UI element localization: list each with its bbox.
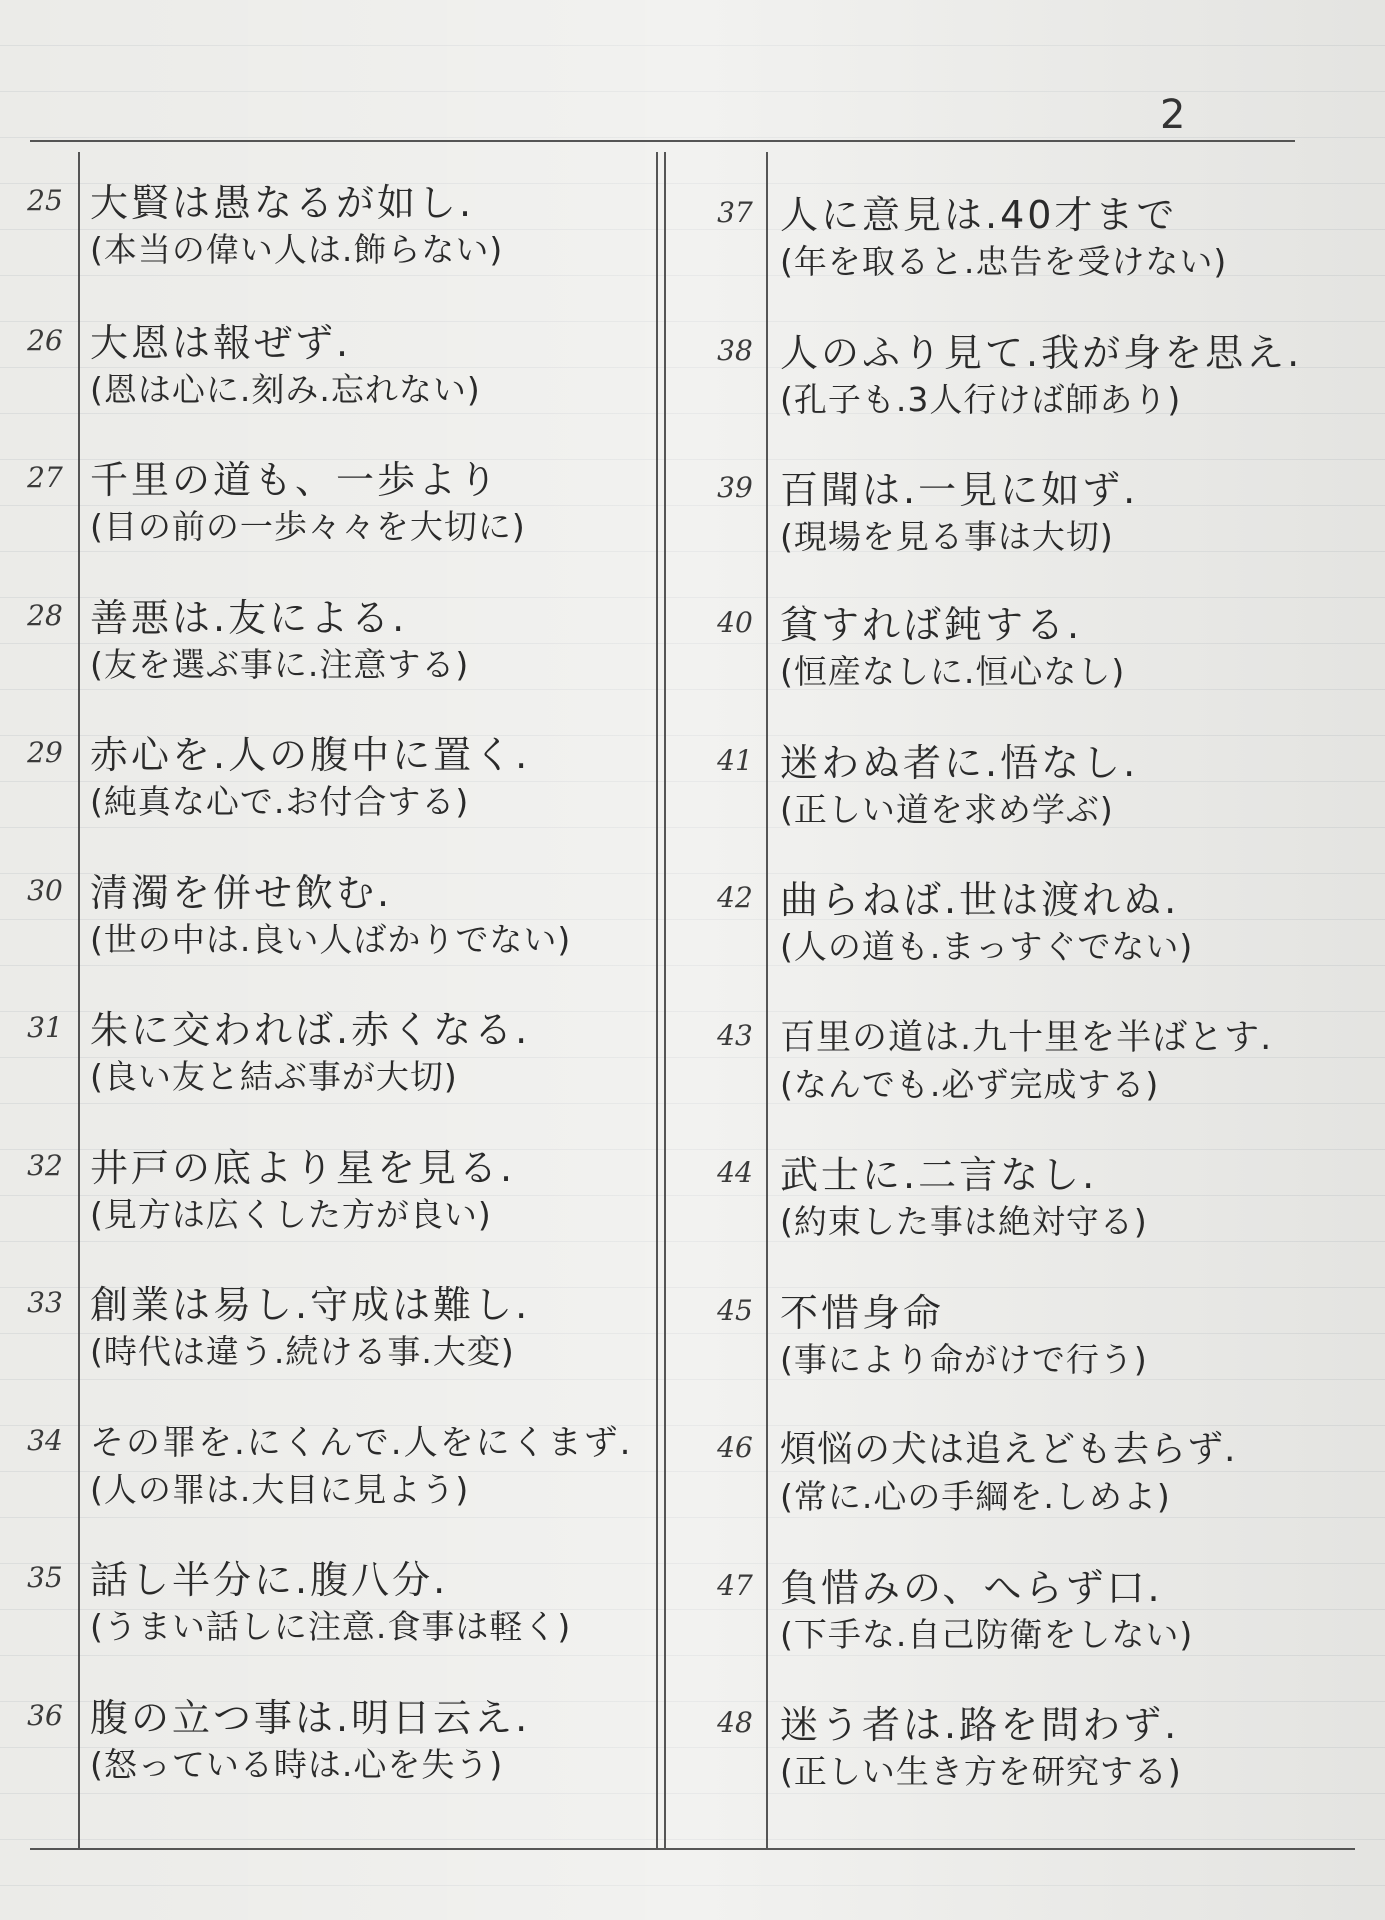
proverb: 煩悩の犬は追えども去らず.	[780, 1429, 1237, 1470]
center-rule-right	[664, 152, 666, 1848]
meaning: (正しい生き方を研究する)	[780, 1752, 1182, 1791]
entry-number: 47	[717, 1569, 753, 1602]
meaning: (怒っている時は.心を失う)	[90, 1745, 504, 1784]
entry-number: 48	[717, 1706, 753, 1739]
proverb: 千里の道も、一歩より	[90, 458, 501, 502]
meaning: (年を取ると.忠告を受けない)	[780, 242, 1228, 281]
entry-number: 36	[27, 1699, 63, 1732]
entry-number: 31	[27, 1011, 63, 1044]
meaning: (約束した事は絶対守る)	[780, 1202, 1148, 1241]
meaning: (恩は心に.刻み.忘れない)	[90, 370, 481, 409]
proverb: 百聞は.一見に如ず.	[780, 468, 1139, 512]
proverb: 人のふり見て.我が身を思え.	[780, 331, 1303, 375]
meaning: (恒産なしに.恒心なし)	[780, 652, 1126, 691]
proverb: 腹の立つ事は.明日云え.	[90, 1696, 531, 1740]
meaning: (人の道も.まっすぐでない)	[780, 927, 1194, 966]
meaning: (下手な.自己防衛をしない)	[780, 1615, 1194, 1654]
proverb: 大恩は報ぜず.	[90, 321, 352, 365]
proverb: 迷う者は.路を問わず.	[780, 1703, 1180, 1747]
left-margin-rule	[78, 152, 80, 1848]
meaning: (良い友と結ぶ事が大切)	[90, 1057, 458, 1096]
proverb: 赤心を.人の腹中に置く.	[90, 733, 531, 777]
proverb: 善悪は.友による.	[90, 596, 408, 640]
entry-number: 43	[717, 1019, 753, 1052]
entry-number: 26	[27, 324, 63, 357]
bottom-rule	[30, 1848, 1355, 1850]
entry-number: 35	[27, 1561, 63, 1594]
entry-number: 33	[27, 1286, 63, 1319]
meaning: (孔子も.3人行けば師あり)	[780, 380, 1182, 419]
proverb: 井戸の底より星を見る.	[90, 1146, 516, 1190]
entry-number: 32	[27, 1149, 63, 1182]
proverb: その罪を.にくんで.人をにくまず.	[90, 1423, 633, 1463]
entry-number: 28	[27, 599, 63, 632]
meaning: (人の罪は.大目に見よう)	[90, 1470, 470, 1509]
entry-number: 40	[717, 606, 753, 639]
meaning: (常に.心の手綱を.しめよ)	[780, 1477, 1171, 1516]
meaning: (世の中は.良い人ばかりでない)	[90, 920, 572, 959]
entry-number: 39	[717, 471, 753, 504]
entry-number: 29	[27, 736, 63, 769]
right-number-rule	[766, 152, 768, 1848]
entry-number: 34	[27, 1424, 63, 1457]
meaning: (純真な心で.お付合する)	[90, 782, 470, 821]
proverb: 曲らねば.世は渡れぬ.	[780, 878, 1180, 922]
meaning: (なんでも.必ず完成する)	[780, 1065, 1160, 1104]
meaning: (友を選ぶ事に.注意する)	[90, 645, 470, 684]
proverb: 不惜身命	[780, 1291, 945, 1335]
proverb: 話し半分に.腹八分.	[90, 1558, 449, 1602]
page-number: 2	[1160, 92, 1186, 138]
entry-number: 38	[717, 334, 753, 367]
proverb: 武士に.二言なし.	[780, 1153, 1098, 1197]
entry-number: 30	[27, 874, 63, 907]
entry-number: 45	[717, 1294, 753, 1327]
top-rule	[30, 140, 1295, 142]
entry-number: 42	[717, 881, 753, 914]
meaning: (正しい道を求め学ぶ)	[780, 790, 1114, 829]
entry-number: 27	[27, 461, 63, 494]
entry-number: 46	[717, 1431, 753, 1464]
proverb: 負惜みの、へらず口.	[780, 1566, 1163, 1610]
entry-number: 44	[717, 1156, 753, 1189]
proverb: 清濁を併せ飲む.	[90, 871, 393, 915]
meaning: (事により命がけで行う)	[780, 1340, 1148, 1379]
meaning: (目の前の一歩々々を大切に)	[90, 507, 526, 546]
proverb: 大賢は愚なるが如し.	[90, 181, 475, 225]
proverb: 百里の道は.九十里を半ばとす.	[780, 1018, 1273, 1058]
proverb: 朱に交われば.赤くなる.	[90, 1008, 531, 1052]
center-rule-left	[656, 152, 658, 1848]
meaning: (時代は違う.続ける事.大変)	[90, 1332, 515, 1371]
meaning: (うまい話しに注意.食事は軽く)	[90, 1607, 572, 1646]
proverb: 人に意見は.40才まで	[780, 193, 1178, 237]
entry-number: 37	[717, 196, 753, 229]
meaning: (見方は広くした方が良い)	[90, 1195, 492, 1234]
entry-number: 41	[717, 744, 753, 777]
proverb: 創業は易し.守成は難し.	[90, 1283, 531, 1327]
meaning: (現場を見る事は大切)	[780, 517, 1114, 556]
meaning: (本当の偉い人は.飾らない)	[90, 230, 504, 269]
proverb: 貧すれば鈍する.	[780, 603, 1083, 647]
entry-number: 25	[27, 184, 63, 217]
proverb: 迷わぬ者に.悟なし.	[780, 741, 1139, 785]
